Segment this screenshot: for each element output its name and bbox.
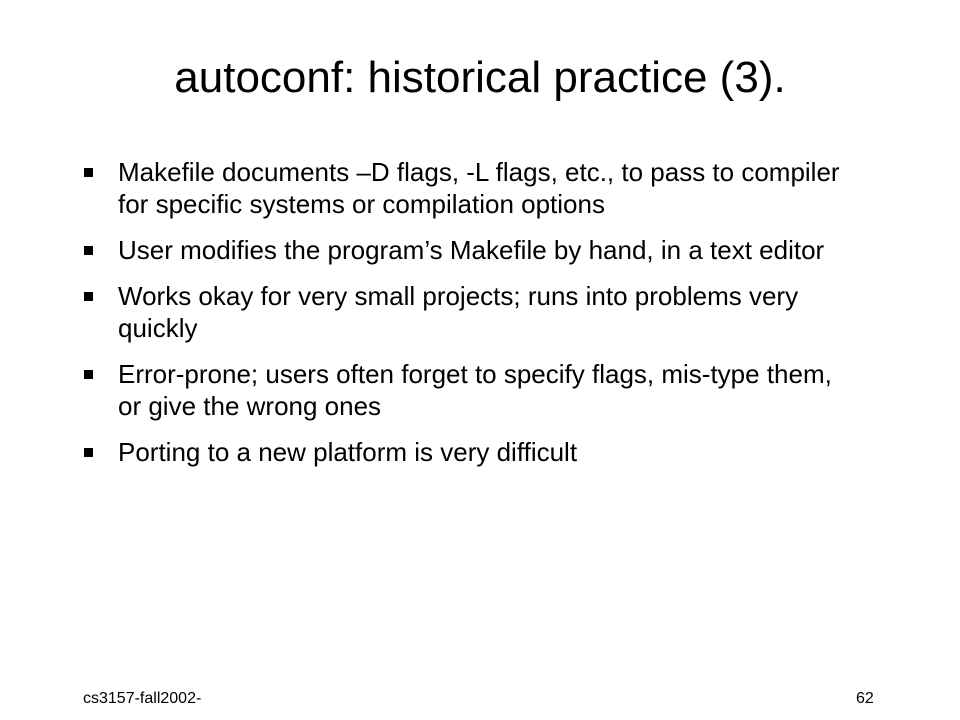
bullet-item bbox=[82, 234, 862, 266]
square-bullet-icon bbox=[84, 246, 93, 255]
bullet-text: User modifies the program’s Makefile by hand, in a text editor bbox=[118, 235, 825, 265]
bullet-item bbox=[82, 436, 862, 468]
square-bullet-icon bbox=[84, 292, 93, 301]
footer-page-number: 62 bbox=[856, 690, 874, 707]
bullet-item bbox=[82, 358, 862, 422]
square-bullet-icon bbox=[84, 168, 93, 177]
bullet-text: Error-prone; users often forget to specify flags, mis-type them, or give the wrong ones bbox=[118, 359, 832, 421]
slide-title: autoconf: historical practice (3). bbox=[174, 53, 786, 102]
bullet-item bbox=[82, 156, 862, 220]
bullet-item bbox=[82, 280, 862, 344]
bullet-text: Porting to a new platform is very difficult bbox=[118, 437, 578, 467]
bullet-list bbox=[82, 156, 862, 482]
bullet-text: Makefile documents –D flags, -L flags, etc., to pass to compiler for specific systems or compilation options bbox=[118, 157, 840, 219]
footer-course: cs3157-fall2002- bbox=[83, 690, 202, 707]
bullet-text: Works okay for very small projects; runs into problems very quickly bbox=[118, 281, 799, 343]
square-bullet-icon bbox=[84, 448, 93, 457]
square-bullet-icon bbox=[84, 370, 93, 379]
